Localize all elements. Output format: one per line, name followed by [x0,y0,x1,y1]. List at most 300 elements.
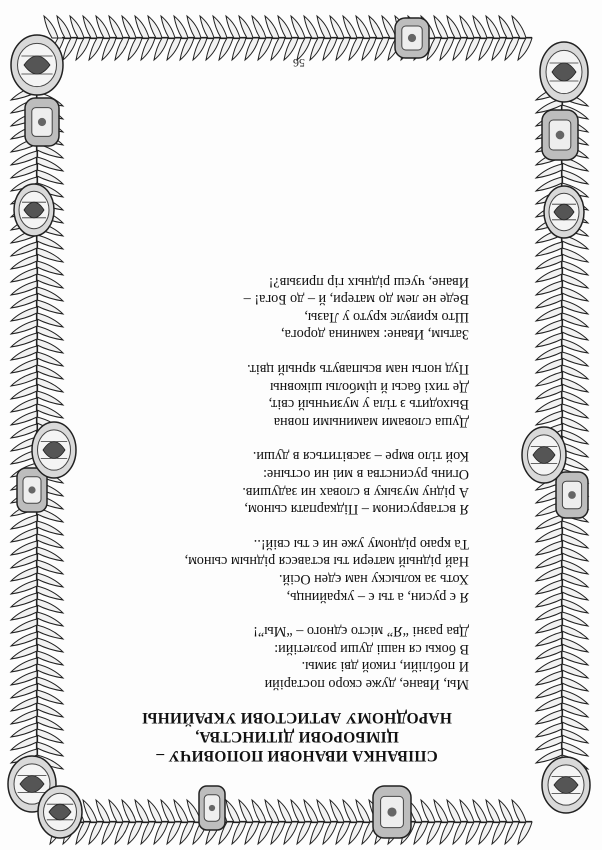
leaf [161,800,175,822]
verse-line: И побілійи, гикой дві зимы. [301,658,469,675]
leaf [562,742,588,756]
vessel-ornament [395,18,429,58]
poem-block [87,255,507,765]
leaf [252,800,266,822]
leaf [453,822,467,844]
leaf [562,612,588,626]
leaf [460,800,474,822]
leaf [141,38,155,60]
stanza [87,534,469,604]
leaf [536,736,562,750]
leaf [148,800,162,822]
leaf [536,658,562,672]
leaf [562,313,588,327]
leaf [434,800,448,822]
leaf [562,326,588,340]
stanza [87,272,469,342]
leaf [291,800,305,822]
leaf [37,573,63,587]
verse-line: Хоть за колыску нам єден Осій. [278,571,469,588]
leaf [536,242,562,256]
verse-line: А рідну музыку в словах ни задушив. [242,483,469,500]
leaf [512,16,526,38]
vessel-ornament [542,110,578,160]
leaf [562,391,588,405]
leaf [37,521,63,535]
verse-line: Два разні “Я” місто єдного – “Мы”! [253,623,469,640]
leaf [536,320,562,334]
leaf [11,320,37,334]
leaf [562,521,588,535]
leaf [37,339,63,353]
leaf [536,528,562,542]
pysanka-ornament [32,422,76,478]
leaf [562,560,588,574]
leaf [562,547,588,561]
leaf [536,268,562,282]
leaf [37,677,63,691]
leaf [37,365,63,379]
leaf [369,16,383,38]
leaf [323,822,337,844]
leaf [349,38,363,60]
leaf [245,822,259,844]
leaf [11,411,37,425]
leaf [37,352,63,366]
leaf [536,541,562,555]
leaf [492,822,506,844]
leaf [440,822,454,844]
leaf [271,822,285,844]
leaf [562,417,588,431]
vine-bottom [44,16,532,60]
title-line: СПІВАНКА ИВАНОВИ ПОПОВИЧУ – [156,747,438,764]
leaf [180,822,194,844]
leaf [317,800,331,822]
leaf [453,38,467,60]
vessel-dot [408,34,416,42]
leaf [63,38,77,60]
vessel-dot [568,491,576,499]
stanza [87,360,469,430]
leaf [536,554,562,568]
leaf [536,684,562,698]
stanza [87,622,469,692]
leaf [11,333,37,347]
leaf [265,16,279,38]
leaf [37,625,63,639]
leaf [11,424,37,438]
leaf [232,38,246,60]
leaf [96,16,110,38]
leaf [11,606,37,620]
leaf [135,16,149,38]
leaf [11,385,37,399]
leaf [336,822,350,844]
leaf [304,800,318,822]
leaf [473,16,487,38]
leaf [562,274,588,288]
leaf [37,638,63,652]
leaf [187,16,201,38]
leaf [102,38,116,60]
leaf [11,346,37,360]
pysanka-ornament [542,757,590,813]
leaf [499,16,513,38]
leaf [232,822,246,844]
leaf [562,599,588,613]
leaf [148,16,162,38]
leaf [499,800,513,822]
leaf [37,703,63,717]
leaf [343,16,357,38]
leaf [11,255,37,269]
leaf [252,16,266,38]
vessel-dot [387,807,396,816]
leaf [128,38,142,60]
leaf [122,800,136,822]
leaf [536,567,562,581]
leaf [562,534,588,548]
leaf [11,684,37,698]
leaf [304,16,318,38]
leaf [57,16,71,38]
leaf [11,541,37,555]
verse-line: Огинь русинства в миі ни остыне: [263,466,469,483]
leaf [536,580,562,594]
leaf [258,822,272,844]
leaf [362,38,376,60]
leaf [536,307,562,321]
leaf [11,723,37,737]
leaf [213,16,227,38]
leaf [518,822,532,844]
leaf [37,326,63,340]
leaf [37,170,63,184]
leaf [11,307,37,321]
leaf [427,822,441,844]
leaf [200,16,214,38]
leaf [356,16,370,38]
leaf [562,170,588,184]
leaf [536,671,562,685]
leaf [536,346,562,360]
verse-line: Пуд ногы нам всыпавуть ярный цвіт. [247,361,469,378]
vessel-ornament [199,786,225,830]
leaf [37,261,63,275]
leaf [536,723,562,737]
leaf [239,800,253,822]
leaf [11,619,37,633]
leaf [11,645,37,659]
leaf [562,716,588,730]
leaf [562,261,588,275]
leaf [414,822,428,844]
leaf [11,528,37,542]
leaf [167,822,181,844]
leaf [11,736,37,750]
leaf [466,822,480,844]
leaf [122,16,136,38]
leaf [466,38,480,60]
leaf [11,294,37,308]
vessel-dot [38,118,46,126]
leaf [193,38,207,60]
leaf [206,38,220,60]
leaf [37,690,63,704]
pysanka-ornament [540,42,588,102]
leaf [154,38,168,60]
leaf [505,38,519,60]
leaf [115,38,129,60]
leaf [37,599,63,613]
leaf [37,651,63,665]
leaf [11,580,37,594]
leaf [115,822,129,844]
leaf [536,593,562,607]
leaf [421,800,435,822]
vessel-ornament [373,786,411,838]
leaf [562,677,588,691]
leaf [536,385,562,399]
leaf [11,372,37,386]
leaf [11,710,37,724]
vessel-dot [28,486,35,493]
leaf [562,430,588,444]
leaf [562,404,588,418]
leaf [536,294,562,308]
verse-line: Кой тіло вмре – засвітиться в души. [252,448,469,465]
leaf [37,547,63,561]
pysanka-ornament [14,184,54,236]
vine-top [44,800,532,844]
leaf [562,352,588,366]
leaf [37,716,63,730]
leaf [562,586,588,600]
leaf [37,729,63,743]
leaf [89,822,103,844]
leaf [297,822,311,844]
leaf [11,268,37,282]
leaf [278,800,292,822]
leaf [37,391,63,405]
leaf [375,38,389,60]
leaf [83,800,97,822]
leaf [141,822,155,844]
leaf [536,255,562,269]
leaf [562,729,588,743]
verse-line: Та краю рідному уже ни є ты свій!.. [253,535,469,552]
leaf [440,38,454,60]
leaf [102,822,116,844]
leaf [518,38,532,60]
leaf [37,742,63,756]
verse-line: Веде не лем до матери, й – до Бога! – [243,291,469,308]
leaf [37,248,63,262]
leaf [562,651,588,665]
leaf [492,38,506,60]
leaf [447,16,461,38]
leaf [278,16,292,38]
leaf [37,300,63,314]
leaf [562,378,588,392]
leaf [336,38,350,60]
leaf [536,697,562,711]
leaf [37,235,63,249]
leaf [562,248,588,262]
leaf [226,16,240,38]
verse-line: Най рідный матери ты вставєся рідным сыном, [184,553,469,570]
stanza [87,447,469,517]
leaf [562,573,588,587]
leaf [562,365,588,379]
leaf [291,16,305,38]
verse-line: Я є русин, а ты є – украйинць, [286,588,469,605]
leaf [562,664,588,678]
leaf [83,16,97,38]
leaf [180,38,194,60]
leaf [11,554,37,568]
leaf [11,515,37,529]
leaf [37,534,63,548]
leaf [284,822,298,844]
verse-line: Што кривулє круто у Лазы, [304,308,469,325]
leaf [11,658,37,672]
pysanka-ornament [544,186,584,238]
vessel-dot [209,805,215,811]
leaf [310,822,324,844]
vessel-ornament [25,98,59,146]
leaf [486,16,500,38]
leaf [37,287,63,301]
leaf [11,359,37,373]
leaf [226,800,240,822]
leaf [70,16,84,38]
leaf [382,16,396,38]
leaf [349,822,363,844]
leaf [11,151,37,165]
leaf [486,800,500,822]
leaf [76,38,90,60]
verse-line: Душа словами мамиными повна [273,413,469,430]
leaf [317,16,331,38]
leaf [109,16,123,38]
leaf [44,16,58,38]
leaf [536,606,562,620]
leaf [154,822,168,844]
title-line: НАРОДНОМУ АРТИСТОВИ УКРАЙИНЫ [142,709,452,726]
leaf [167,38,181,60]
leaf [536,515,562,529]
leaf [536,359,562,373]
leaf [96,800,110,822]
leaf [536,645,562,659]
leaf [505,822,519,844]
leaf [11,593,37,607]
poem-title [87,708,507,765]
leaf [11,632,37,646]
leaf [562,300,588,314]
leaf [161,16,175,38]
leaf [447,800,461,822]
leaf [536,619,562,633]
leaf [536,333,562,347]
leaf [11,671,37,685]
leaf [174,800,188,822]
leaf [343,800,357,822]
leaf [562,703,588,717]
leaf [562,287,588,301]
leaf [37,612,63,626]
leaf [479,822,493,844]
verse-line: Мы, Иване, дуже скоро постарійи [264,676,469,692]
leaf [536,411,562,425]
leaf [11,398,37,412]
leaf [37,313,63,327]
leaf [536,710,562,724]
leaf [265,800,279,822]
verse-line: Я вставрусином – Підкарпатя сыном, [244,501,469,518]
leaf [11,164,37,178]
leaf [37,157,63,171]
leaf [37,404,63,418]
leaf [434,16,448,38]
leaf [11,567,37,581]
leaf [245,38,259,60]
leaf [174,16,188,38]
leaf [356,800,370,822]
leaf [460,16,474,38]
leaf [330,16,344,38]
leaf [536,164,562,178]
leaf [37,664,63,678]
leaf [219,38,233,60]
verse-line: Затым, Иване: камнина дорога, [280,326,469,343]
leaf [128,822,142,844]
leaf [109,800,123,822]
pysanka-ornament [11,35,63,95]
leaf [323,38,337,60]
leaf [536,398,562,412]
page-number: 56 [293,56,305,70]
verse-line: Иване, чуєш рідных гір призыв?! [268,273,469,290]
leaf [536,281,562,295]
leaf [37,378,63,392]
title-line: ЦІМБОРОВИ ДІТИНСТВА, [195,728,399,745]
leaf [536,632,562,646]
pysanka-ornament [522,427,566,483]
leaf [258,38,272,60]
leaf [562,638,588,652]
leaf [11,281,37,295]
pysanka-ornament [38,786,82,838]
leaf [37,560,63,574]
leaf [562,339,588,353]
leaf [562,690,588,704]
leaf [11,697,37,711]
leaf [512,800,526,822]
leaf [473,800,487,822]
leaf [239,16,253,38]
vessel-dot [556,131,565,140]
verse-line: Выходить з тіла у музичный світ, [268,396,469,413]
leaf [37,274,63,288]
leaf [562,625,588,639]
verse-line: Де тихі басы й цімболы шіковны [270,378,469,395]
leaf [330,800,344,822]
leaf [135,800,149,822]
vessel-ornament [556,472,588,518]
